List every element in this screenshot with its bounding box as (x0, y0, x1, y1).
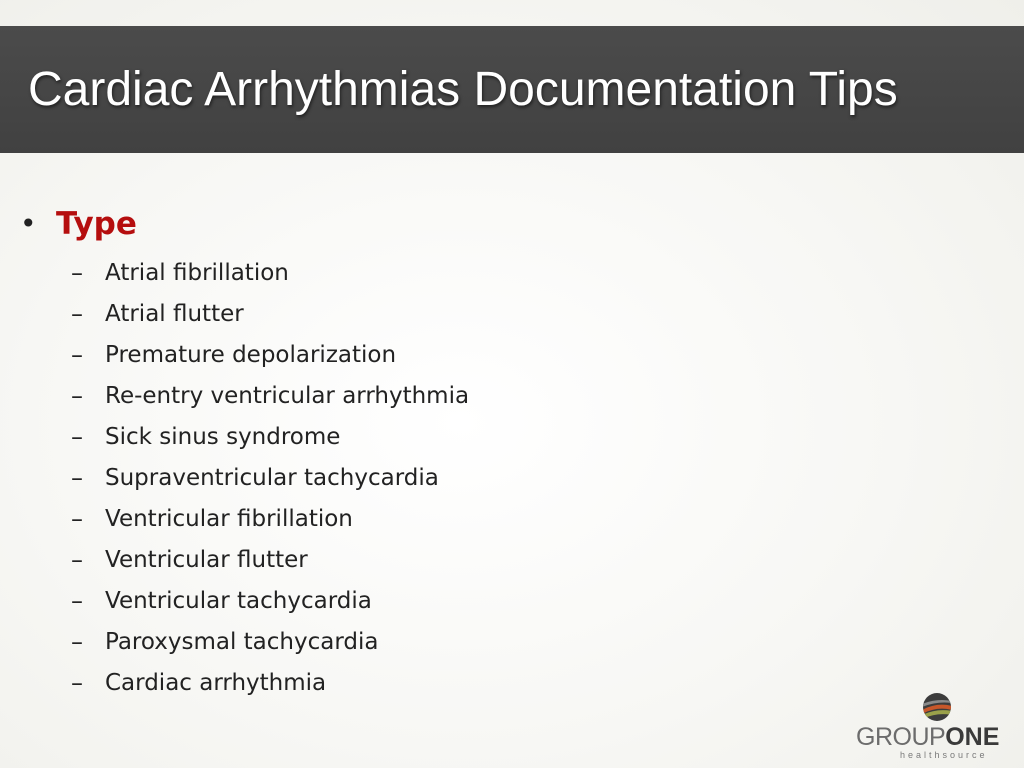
list-item (20, 416, 820, 457)
dash-icon: – (71, 381, 83, 410)
dash-icon: – (71, 545, 83, 574)
bullet-label: Type (56, 206, 137, 242)
list-item-text: Sick sinus syndrome (105, 423, 341, 450)
dash-icon: – (71, 504, 83, 533)
list-item-text: Premature depolarization (105, 341, 397, 368)
list-item (20, 252, 820, 293)
bullet-dot-icon: • (20, 207, 37, 240)
logo-wordmark: GROUPONE (856, 723, 1000, 751)
logo-subtext: healthsource (900, 750, 988, 760)
logo-mark-icon (922, 692, 952, 722)
list-item (20, 539, 820, 580)
bullet-type (20, 200, 820, 252)
slide-content (20, 200, 820, 703)
list-item (20, 580, 820, 621)
list-item-text: Supraventricular tachycardia (105, 464, 439, 491)
list-item-text: Cardiac arrhythmia (105, 669, 327, 696)
list-item (20, 498, 820, 539)
list-item-text: Paroxysmal tachycardia (105, 628, 379, 655)
list-item-text: Atrial flutter (105, 300, 244, 327)
groupone-logo (856, 692, 1016, 762)
list-item-text: Atrial fibrillation (105, 259, 289, 286)
list-item-text: Ventricular flutter (105, 546, 308, 573)
dash-icon: – (71, 258, 83, 287)
list-item (20, 662, 820, 703)
list-item (20, 293, 820, 334)
list-item (20, 334, 820, 375)
dash-icon: – (71, 340, 83, 369)
list-item (20, 375, 820, 416)
list-item-text: Ventricular tachycardia (105, 587, 372, 614)
dash-icon: – (71, 463, 83, 492)
sub-bullet-list (20, 252, 820, 703)
dash-icon: – (71, 422, 83, 451)
slide-title: Cardiac Arrhythmias Documentation Tips (28, 63, 898, 116)
list-item (20, 457, 820, 498)
dash-icon: – (71, 299, 83, 328)
list-item-text: Re-entry ventricular arrhythmia (105, 382, 470, 409)
dash-icon: – (71, 586, 83, 615)
dash-icon: – (71, 627, 83, 656)
list-item (20, 621, 820, 662)
list-item-text: Ventricular fibrillation (105, 505, 353, 532)
dash-icon: – (71, 668, 83, 697)
